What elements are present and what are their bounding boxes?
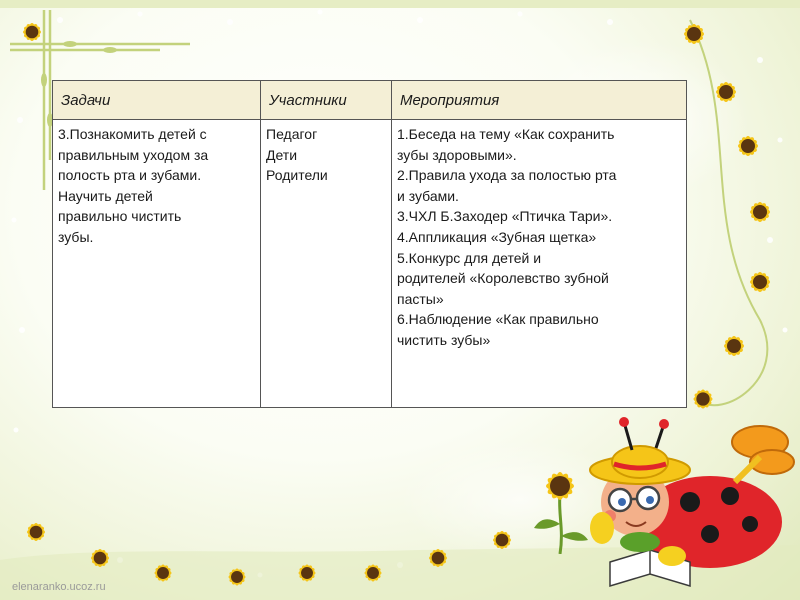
tasks-line: полость рта и зубами. bbox=[58, 167, 202, 184]
activity-line: чистить зубы» bbox=[397, 331, 491, 348]
cell-activities bbox=[392, 120, 687, 408]
activity-line: 2.Правила ухода за полостью рта bbox=[397, 167, 617, 184]
cell-participants bbox=[261, 120, 392, 408]
tasks-line: Научить детей bbox=[58, 187, 153, 204]
activity-line: зубы здоровыми». bbox=[397, 146, 517, 163]
watermark: elenaranko.ucoz.ru bbox=[12, 581, 106, 593]
sunflower-icon bbox=[484, 522, 520, 558]
sunflower-icon bbox=[706, 72, 746, 112]
tasks-line: правильно чистить bbox=[58, 208, 182, 225]
tasks-line: 3.Познакомить детей с bbox=[58, 126, 207, 142]
activity-line: 1.Беседа на тему «Как сохранить bbox=[397, 126, 615, 142]
sunflower-icon bbox=[290, 556, 324, 590]
sunflower-icon bbox=[728, 126, 768, 166]
sunflower-icon bbox=[18, 514, 54, 550]
ladybug-illustration bbox=[560, 412, 796, 598]
participant-item: Дети bbox=[266, 146, 298, 163]
sunflower-icon bbox=[420, 540, 456, 576]
activity-line: 3.ЧХЛ Б.Заходер «Птичка Тари». bbox=[397, 208, 613, 225]
participant-item: Педагог bbox=[266, 126, 318, 142]
sunflower-icon bbox=[220, 560, 254, 594]
sunflower-icon bbox=[740, 262, 780, 302]
activity-line: 6.Наблюдение «Как правильно bbox=[397, 311, 599, 328]
lesson-plan-table bbox=[52, 80, 687, 408]
tasks-line: правильным уходом за bbox=[58, 146, 209, 163]
activity-line: родителей «Королевство зубной bbox=[397, 270, 609, 287]
header-activities: Мероприятия bbox=[392, 81, 687, 120]
sunflower-icon bbox=[674, 14, 714, 54]
header-participants: Участники bbox=[261, 81, 392, 120]
sunflower-icon bbox=[14, 14, 50, 50]
header-tasks: Задачи bbox=[53, 81, 261, 120]
participant-item: Родители bbox=[266, 167, 328, 184]
sunflower-icon bbox=[146, 556, 180, 590]
sunflower-icon bbox=[740, 192, 780, 232]
sunflower-icon bbox=[82, 540, 118, 576]
sunflower-icon bbox=[714, 326, 754, 366]
table-row bbox=[53, 120, 687, 408]
sunflower-icon bbox=[356, 556, 390, 590]
table-header-row bbox=[53, 81, 687, 120]
lesson-plan-table-wrapper bbox=[52, 80, 686, 408]
activity-line: пасты» bbox=[397, 290, 444, 307]
activity-line: и зубами. bbox=[397, 187, 459, 204]
activity-line: 4.Аппликация «Зубная щетка» bbox=[397, 228, 597, 245]
cell-tasks bbox=[53, 120, 261, 408]
tasks-line: зубы. bbox=[58, 228, 94, 245]
activity-line: 5.Конкурс для детей и bbox=[397, 249, 542, 266]
